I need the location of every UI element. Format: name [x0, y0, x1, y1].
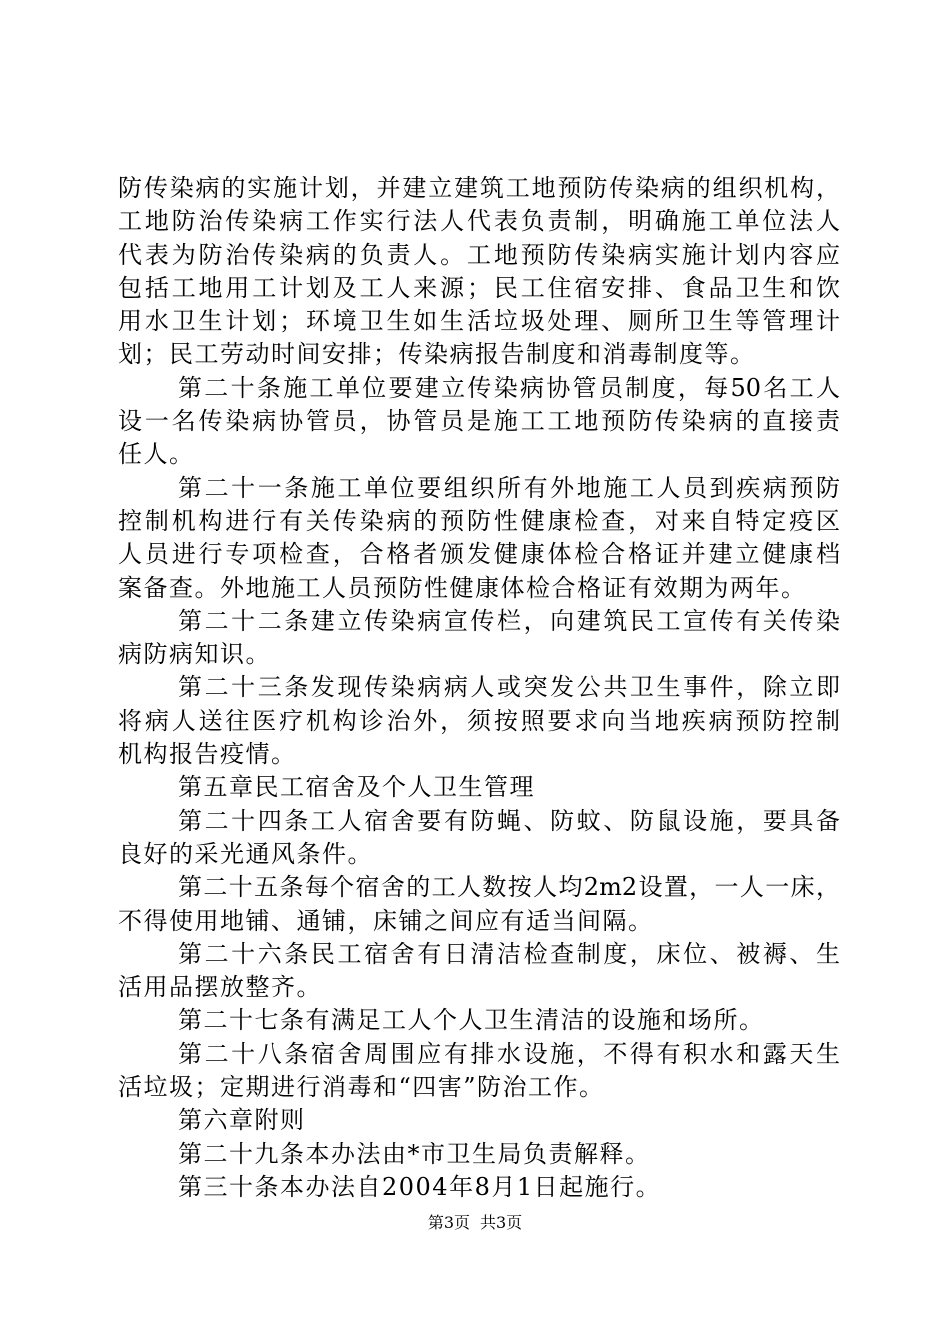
text-line: 活垃圾；定期进行消毒和“四害”防治工作。 — [118, 1073, 605, 1102]
text-line: 将病人送往医疗机构诊治外，须按照要求向当地疾病预防控制 — [118, 706, 840, 735]
text-line: 代表为防治传染病的负责人。工地预防传染病实施计划内容应 — [118, 240, 840, 269]
text-line: 工地防治传染病工作实行法人代表负责制，明确施工单位法人 — [118, 207, 840, 236]
page-total: 共3页 — [480, 1213, 523, 1232]
text-line: 第六章附则 — [178, 1106, 306, 1135]
text-line: 控制机构进行有关传染病的预防性健康检查，对来自特定疫区 — [118, 506, 840, 535]
text-line: 第二十一条施工单位要组织所有外地施工人员到疾病预防 — [178, 473, 840, 502]
document-body — [118, 172, 840, 1204]
text-line: 不得使用地铺、通铺，床铺之间应有适当间隔。 — [118, 906, 654, 935]
text-line: 用水卫生计划；环境卫生如生活垃圾处理、厕所卫生等管理计 — [118, 307, 840, 336]
text-line: 划；民工劳动时间安排；传染病报告制度和消毒制度等。 — [118, 340, 756, 369]
text-line: 病防病知识。 — [118, 640, 271, 669]
text-line: 第二十八条宿舍周围应有排水设施，不得有积水和露天生 — [178, 1039, 840, 1068]
page-number: 第3页 — [427, 1213, 470, 1232]
text-line: 第二十六条民工宿舍有日清洁检查制度，床位、被褥、生 — [178, 939, 840, 968]
text-line: 第三十条本办法自2004年8月1日起施行。 — [178, 1172, 662, 1201]
text-line: 第二十条施工单位要建立传染病协管员制度，每50名工人 — [178, 373, 840, 402]
text-line: 良好的采光通风条件。 — [118, 839, 373, 868]
text-line: 第二十五条每个宿舍的工人数按人均2m2设置，一人一床， — [178, 873, 840, 902]
text-line: 防传染病的实施计划，并建立建筑工地预防传染病的组织机构， — [118, 174, 840, 202]
text-line: 包括工地用工计划及工人来源；民工住宿安排、食品卫生和饮 — [118, 273, 840, 302]
page-footer — [0, 1213, 950, 1233]
text-line: 设一名传染病协管员，协管员是施工工地预防传染病的直接责 — [118, 407, 840, 436]
text-line: 机构报告疫情。 — [118, 740, 297, 769]
text-line: 人员进行专项检查，合格者颁发健康体检合格证并建立健康档 — [118, 540, 840, 569]
text-line: 第五章民工宿舍及个人卫生管理 — [178, 773, 535, 802]
text-line: 第二十七条有满足工人个人卫生清洁的设施和场所。 — [178, 1006, 765, 1035]
text-line: 活用品摆放整齐。 — [118, 973, 322, 1002]
text-line: 案备查。外地施工人员预防性健康体检合格证有效期为两年。 — [118, 573, 807, 602]
text-line: 第二十九条本办法由*市卫生局负责解释。 — [178, 1139, 651, 1168]
text-line: 第二十三条发现传染病病人或突发公共卫生事件，除立即 — [178, 673, 840, 702]
text-line: 第二十四条工人宿舍要有防蝇、防蚊、防鼠设施，要具备 — [178, 806, 840, 835]
text-line: 第二十二条建立传染病宣传栏，向建筑民工宣传有关传染 — [178, 606, 840, 635]
text-line: 任人。 — [118, 440, 195, 469]
